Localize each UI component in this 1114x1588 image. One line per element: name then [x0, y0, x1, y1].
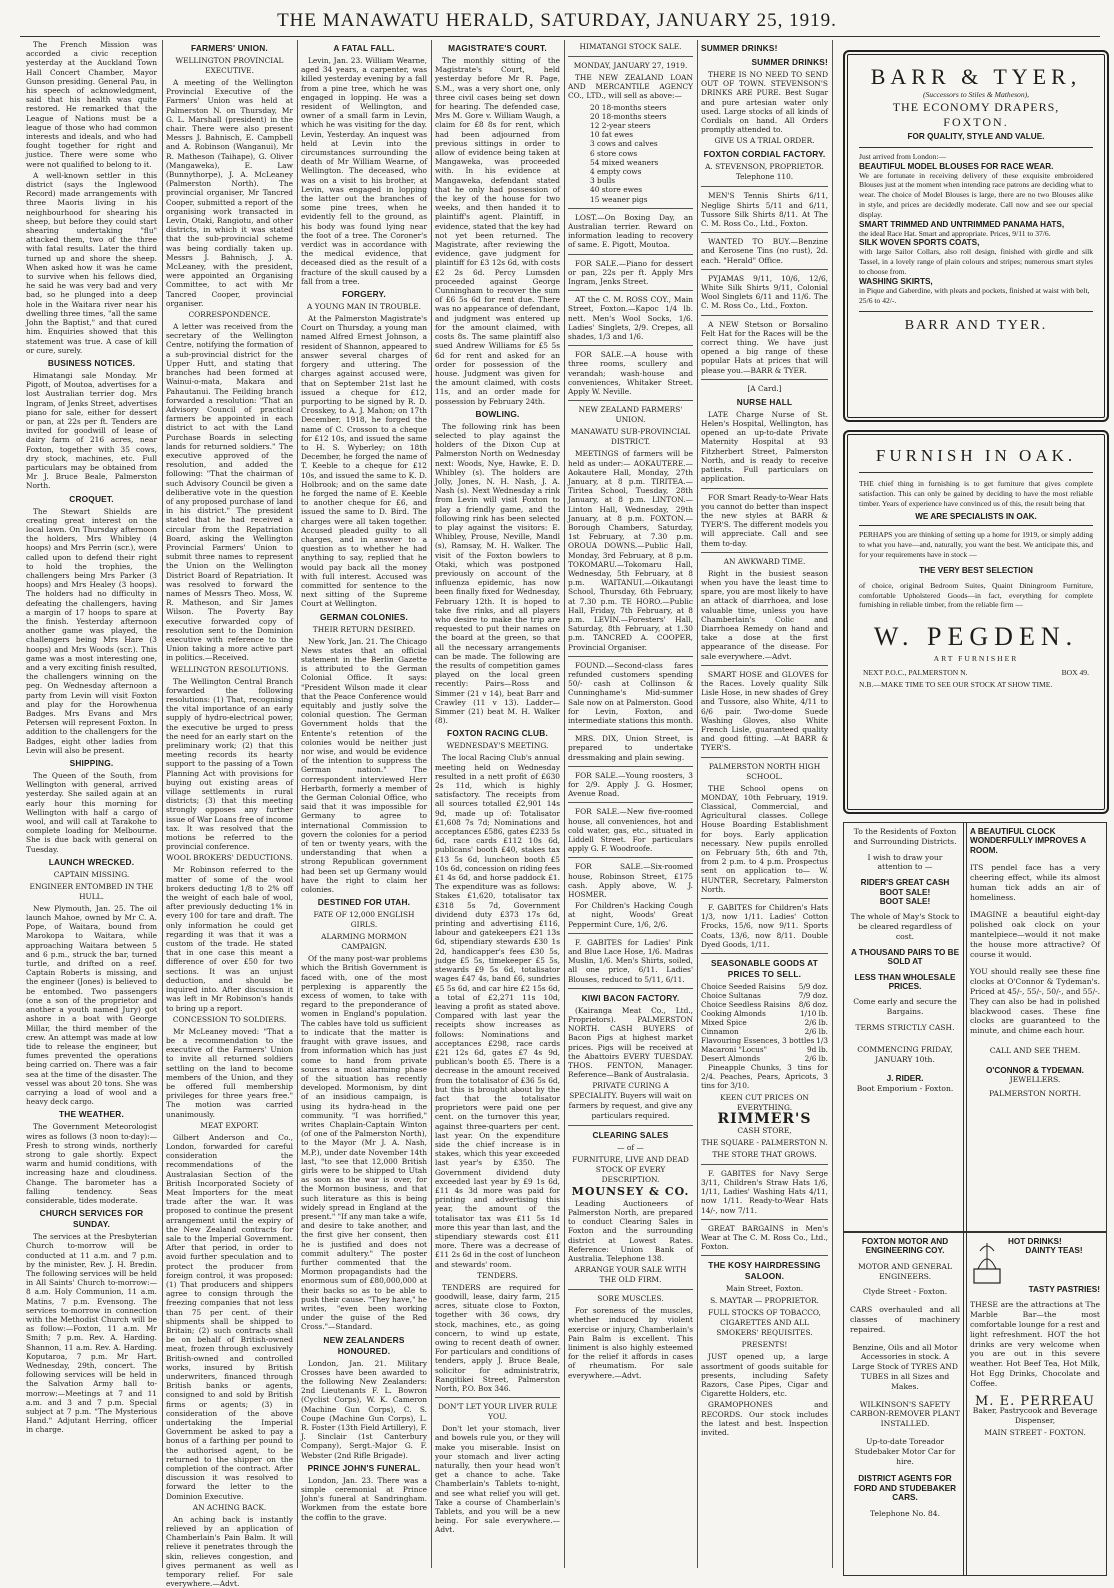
motor-text-2: Benzine, Oils and all Motor Accessories in stock. A Large Stock of TYRES AND TUBES in all Sizes and Makes. [851, 1342, 959, 1391]
divider [568, 729, 693, 730]
heading-destined-utah: DESTINED FOR UTAH. [317, 897, 411, 908]
ad-trial-order: GIVE US A TRIAL ORDER. [714, 136, 815, 146]
divider [701, 232, 828, 233]
divider [701, 379, 828, 380]
barr-panama-text: the ideal Race Hat. Smart and appropriate. Prices, 9/11 to 37/6. [859, 228, 1051, 238]
fountain-icon [970, 1239, 1004, 1285]
barr-just-arrived: Just arrived from London:— [859, 151, 947, 161]
price-row [701, 991, 828, 1000]
column-6 [701, 40, 828, 1570]
heading-cordial-factory: FOXTON CORDIAL FACTORY. [703, 149, 826, 160]
ad-mrs-dix: MRS. DIX, Union Street, is prepared to undertake dressmaking and plain sewing. [568, 734, 693, 762]
drinks-hot: HOT DRINKS! [1008, 1237, 1062, 1246]
rider-heading: RIDER'S GREAT CASH BOOT SALE! [860, 878, 950, 897]
price-item: Choice Seedless Raisins [701, 1000, 791, 1010]
mounsey-name: MOUNSEY & CO. [571, 1185, 690, 1199]
barr-tyer-successors: (Successors to Stiles & Matheson), [922, 90, 1030, 99]
stock-item: 40 store ewes [590, 185, 643, 195]
barr-tyer-title: BARR & TYER, [870, 64, 1082, 89]
divider [701, 186, 828, 187]
column-rule [297, 40, 298, 1568]
rimmers-cash: CASH STORE, [737, 1125, 792, 1135]
rider-name: J. RIDER. [886, 1074, 924, 1084]
ad-great-bargains: GREAT BARGAINS in Men's Wear at The C. M. Ross Co., Ltd., Foxton. [701, 1223, 828, 1252]
barr-skirts-text: in Pique and Gaberdine, with pleats and pockets, finished at waist with belt, 25/6 to 42/-. [859, 285, 1090, 305]
ad-hose-gloves: SMART HOSE and GLOVES for the Races. Lovely quality Silk Lisle Hose, in new shades of Grey and Tussore, also White, 4/11 to 6/6 pair. Two-dome Suede Washing Gloves, also White French Lisle, guaranteed quality and good fitting. —At BARR & TYER'S. [701, 669, 828, 753]
oak-title: FURNISH IN OAK. [875, 446, 1077, 465]
heading-clearing-sales: CLEARING SALES [592, 1130, 669, 1141]
ad-gabites-hose: F. GABITES for Ladies' Pink and Blue Lace Hose, 1/6. Madras Muslin, 1/6. Men's Shirts, soiled, all one price, 6/11. Ladies' Blouses, reduced to 5/11, 6/11. [568, 937, 693, 984]
heading-kosy-saloon: THE KOSY HAIRDRESSING SALOON. [708, 1260, 821, 1282]
column-5 [568, 40, 693, 1570]
ad-rider-boot-sale [843, 822, 967, 1232]
heading-seasonable-goods: SEASONABLE GOODS AT PRICES TO SELL. [710, 958, 819, 980]
divider [568, 345, 693, 346]
barr-tyer-slogan: FOR QUALITY, STYLE AND VALUE. [907, 131, 1045, 141]
stock-item: 20 18-months steers [590, 111, 667, 121]
kosy-tobacco: FULL STOCKS OF TOBACCO, CIGARETTES AND ALL SMOKERS' REQUISITES. [708, 1308, 821, 1338]
heading-kiwi-bacon: KIWI BACON FACTORY. [581, 992, 680, 1003]
price-value: 5/9 doz. [798, 982, 828, 992]
oak-text-1: THE chief thing in furnishing is to get furniture that gives complete satisfaction. This can only be gained by deciding to have the most reliable timber. Years of experience have convinced us of this, the result being that [859, 479, 1093, 508]
heading-nurse-hall: NURSE HALL [736, 396, 793, 407]
pegden-name: W. PEGDEN. [873, 622, 1079, 652]
kosy-address: Main Street, Foxton. [725, 1284, 804, 1294]
divider [568, 1289, 693, 1290]
divider [568, 933, 693, 934]
subheading-wellington-resolutions: WELLINGTON RESOLUTIONS. [170, 664, 289, 674]
heading-magistrates-court: MAGISTRATE'S COURT. [448, 43, 547, 53]
heading-prince-john: PRINCE JOHN'S FUNERAL. [307, 1462, 421, 1473]
kosy-proprietor: S. MAYTAR — PROPRIETOR. [710, 1296, 819, 1306]
divider [701, 1164, 828, 1165]
ad-tenders: TENDERS are required for goodwill, lease, dairy farm, 215 acres, situate close to Foxton, together with 36 cows, dry stock, machines, etc., as going concern, to wind up estate, owing to recent death of owner. For particulars and conditions of tenders, apply J. Bruce Beale, solicitor for administratrix, Rangitikei Street, Palmerston North, P.O. Box 346. [435, 1282, 560, 1394]
oak-selection: THE VERY BEST SELECTION [919, 565, 1033, 575]
column-rule [431, 40, 432, 1568]
rider-terms: TERMS STRICTLY CASH. [855, 1023, 955, 1033]
divider [568, 857, 693, 858]
article-business-notices: Himatangi sale Monday. Mr Pigott, of Moutoa, advertises for a lost Australian terrier dog. Mrs Ingram, of Jenks Street, advertises piano for sale, either for dessert or pan, at 22s per ft. Tenders are invited for goodwill of lease of dairy farm of 216 acres, near Foxton, together with 35 cows, dry stock, machines, etc. Full particulars may be obtained from Mr J. Bruce Beale, Palmerston North. [26, 370, 157, 491]
pegden-nb: N.B.—MAKE TIME TO SEE OUR STOCK AT SHOW TIME. [859, 679, 1053, 689]
rimmers-grows: THE STORE THAT GROWS. [712, 1149, 817, 1159]
article-german-colonies: New York, Jan. 21. The Chicago News states that an official statement in the Berlin Gazette is attributed to the German Colonial Office. It says: "President Wilson made it clear that the Peace Conference would equitably and justly solve the colonial question. The German Government holds that the Entente's retention of the colonies would be neither just nor wise, and would be evidence of the intention to suppress the German nation." The correspondent interviewed Herr Herbarth, formerly a member of the German Colonial Office, who said that it was impossible for Germany to agree to international Commission to govern the colonies for a period of ten or twenty years, with the understanding that when a strong Republican government had been set up Germany would have the right to claim her colonies. [301, 636, 427, 895]
ad-smart-hats: FOR Smart Ready-to-Wear Hats you cannot do better than inspect the new styles at BARR & TYER'S. The different models you will appreciate. Call and see them to-day. [701, 492, 828, 548]
pegden-address: NEXT P.O.C., PALMERSTON N. [863, 667, 968, 677]
pegden-box: BOX 49. [1061, 667, 1089, 677]
heading-shipping: SHIPPING. [69, 758, 114, 769]
clearing-description: FURNITURE, LIVE AND DEAD STOCK OF EVERY DESCRIPTION. [572, 1155, 689, 1185]
stock-item: 54 mixed weaners [590, 157, 659, 167]
article-destined-utah: Of the many post-war problems which the British Government is faced with, one of the most perplexing is apparently the excess of women, to take with regard to the preponderance of women in England's population. The cables have told us sufficient to indicate that the matter is fraught with grave issues, and from information which has just come to hand from private sources a most alarming phase of the situation has recently developed. Mormonism, by dint of an insidious campaign, is using its hydra-head in the community. "I was horrified," writes Chaplain-Captain Winton (of one of the Palmerston North), to the Mayor (Mr J. A. Nash, M.P.), under date November 14th last, "to see that 12,000 British girls were to be shipped to Utah as soon as the war is over, for the Mormon business, and that such literature as this is being widely spread in England at the present." "If any man take a wife, and desire to take another, and the first give her consent, then he is justified and does not commit adultery." The poster further commented that the Mormon propagandists had the enormous sum of £80,000,000 at their backs so as to be able to push their cause. "They have," he writes, "even been working under the guise of the Red Cross."—Standard. [301, 954, 427, 1332]
heading-nz-honoured: NEW ZEALANDERS HONOURED. [323, 1334, 405, 1356]
ad-sore-muscles: For soreness of the muscles, whether induced by violent exercise or injury, Chamberlain's Pain Balm is excellent. This liniment is also highly esteemed for the relief it affords in cases of rheumatism. For sale everywhere.—Advt. [568, 1306, 693, 1380]
price-value: 2/6 lb. [804, 1054, 828, 1064]
clock-jewellers: JEWELLERS. [1009, 1075, 1061, 1085]
heading-aching-back: AN ACHING BACK. [192, 1502, 267, 1512]
rider-boot-sale: BOOT SALE! [879, 897, 931, 906]
masthead-rule [20, 36, 1100, 37]
divider [701, 488, 828, 489]
clock-call: CALL AND SEE THEM. [989, 1045, 1081, 1055]
ad-kiwi-bacon: (Kairanga Meat Co., Ltd., Proprietors). PALMERSTON NORTH. CASH BUYERS of Bacon Pigs at highest market prices. Pigs will be received at the Abattoirs EVERY TUESDAY. THOS. FENTON, Manager. Reference—Bank of Australasia. [568, 1005, 693, 1080]
article-farmers-meeting: A meeting of the Wellington Provincial Executive of the Farmers' Union was held at Palmerston N. on Thursday, Mr G. L. Marshall (president) in the chair. There were also present Messrs J. Bahnisch, E. Campbell and A. Robinson (Wanganui), Mr R. Matheson (Taihape), G. Oliver (Mangaweka), E. Law (Bunnythorpe), J. A. McLeaney (Palmerston North). The provincial organiser, Mr Tancred Cooper, submitted a report of the organising work transacted in Levin, Otaki, Rangiotu, and other districts, in which it was stated that the sub-provincial scheme was being cordially taken up. Messrs J. Bahnisch, J. A. McLeaney, with the president, were appointed an Organising Committee, to act with Mr Tancred Cooper, provincial organiser. [166, 78, 293, 308]
barr-tyer-economy: THE ECONOMY DRAPERS, [892, 99, 1060, 114]
divider [701, 898, 828, 899]
subheading-mormon-campaign: ALARMING MORMON CAMPAIGN. [321, 932, 407, 952]
pegden-sub: ART FURNISHER [933, 654, 1019, 664]
divider [701, 665, 828, 666]
ad-lost: LOST.—On Boxing Day, an Australian terrier. Reward on information leading to recovery of same. E. Pigott, Moutoa. [568, 212, 693, 250]
oak-text-2: PERHAPS you are thinking of setting up a home for 1919, or simply adding to what you have—and, naturally, you want the best. We anticipate this, and for your requirements have in stock — [859, 530, 1093, 559]
drinks-text: THESE are the attractions at The Marble Bar—the most comfortable lounge for a rest and light refreshment. HOT the hot drinks are very welcome when you are out in this severe weather. Hot Beef Tea, Hot Milk, Hot Egg Drinks, Chocolate and Coffee. [970, 1300, 1100, 1388]
clearing-of: — of — [617, 1143, 644, 1153]
subheading-english-girls: FATE OF 12,000 ENGLISH GIRLS. [313, 910, 415, 930]
divider [701, 315, 828, 316]
ad-high-school: THE School opens on MONDAY, 10th February, 1919. Classical, Commercial, and Agricultural classes. College House Boarding Establishment for boys. Early application necessary. New pupils enrolled on February 5th, 6th and 7th, from 2 p.m. to 4 p.m. Prospectus sent on application to— W. HUNTER, Secretary, Palmerston North. [701, 783, 828, 894]
article-church-services: The services at the Presbyterian Church to-morrow will be conducted at 11 a.m. and 7 p.m. by the minister, Rev. J. H. Bredin. The following services will be held in All Saints' Church to-morrow:—8 a.m. Holy Communion, 11 a.m. Matins, 7 p.m. Evensong. The services to-morrow in connection with the Methodist Church will be as follow:—Foxton, 11 a.m. Mr Smith; 7 p.m. Rev. A. Harding. Shannon, 11 a.m. Rev. A. Harding. Koputaroa, 7 p.m. Mr Hart. Wednesday, 29th, concert. The following services will be held in the Salvation Army hall to-morrow:—Meetings at 7 and 11 a.m. and 3 and 7 p.m. Special subject at 7 p.m. "The Mysterious Hand." Adjutant Herring, officer in charge. [26, 1232, 157, 1435]
rider-attention: I wish to draw your attention to — [867, 852, 943, 872]
stock-item: 4 empty cows [590, 167, 642, 177]
clock-text-3: YOU should really see these fine clocks at O'Connor & Tydeman's. Priced at 45/-, 55/-, 50/-, and 55/-. They can also be had in polished blackwood cases. These fine clocks are guaranteed to the minute, and chime each hour. [970, 967, 1100, 1036]
column-rule [162, 40, 163, 1568]
ad-mounsey: Leading Auctioneers of Palmerston North, are prepared to conduct Clearing Sales in Foxton and the surrounding district at Lowest Rates. Reference: Union Bank of Australia. Telephone 138. [568, 1198, 693, 1263]
perreau-address: MAIN STREET - FOXTON. [984, 1427, 1086, 1437]
article-prince-john: London, Jan. 23. There was a simple ceremonial at Prince John's funeral at Sandringham. Workmen from the estate bore the coffin to the grave. [301, 1475, 427, 1522]
card-label: [A Card.] [747, 383, 782, 393]
heading-tenders: TENDERS. [477, 1270, 518, 1280]
rider-address: Boot Emporium - Foxton. [856, 1083, 954, 1093]
rider-come-early: Come early and secure the Bargains. [853, 997, 957, 1017]
heading-fatal-fall: A FATAL FALL. [333, 43, 395, 53]
column-2 [166, 40, 293, 1588]
motor-heading: FOXTON MOTOR AND ENGINEERING COY. [861, 1237, 949, 1256]
divider [568, 1125, 693, 1126]
ad-peppermint-cure: For Children's Hacking Cough at night, Woods' Great Peppermint Cure, 1/6, 2/6. [568, 901, 693, 929]
price-row [701, 1018, 828, 1027]
article-bowling: The following rink has been selected to play against the holders of the Dixon Cup at Palmerston North on Wednesday next: Woods, Nye, Hawke, E. D. Whibley (s). The holders are Jolly, Jones, N. H. Nash, J. A. Nash (s). Next Wednesday a rink from Levin will visit Foxton to play a friendly game, and the following rink has been selected to play against the visitors: E. Whibley, Prouse, Neville, Mandl (s), Ramsay, M. H. Walker. The visit of the Foxton bowlers to Otaki, which was postponed previously on account of the influenza epidemic, has now been finally fixed for Wednesday, February 12th. It is hoped to take five rinks, and all players who desire to make the trip are requested to put their names on the board at the green, so that all the necessary arrangements can be made. The following are the results of competition games played on the local green recently: Pairs—Ross and Simmer (21 v 14), beat Barr and Crawley (11 v 13). Ladder—Simmer (21) beat M. H. Walker (8). [435, 421, 560, 726]
divider [568, 988, 693, 989]
column-4 [435, 40, 560, 1570]
oak-text-3: of choice, original Bedroom Suites, Quaint Diningroom Furniture, comfortable Upholstered Goods—in fact, everything for complete furnishing in reliable timber, from the reliable firm — [859, 580, 1093, 610]
price-item: Choice Sultanas [701, 991, 761, 1001]
perreau-name: M. E. PERREAU [975, 1393, 1095, 1409]
price-item: Choice Seeded Raisins [701, 982, 786, 992]
article-concession-soldiers: Mr McLeaney moved: "That a be a recommendation to the executive of the Farmers' Union to invite all returned soldiers settling on the land to become members of the Union, and they be offered full membership privileges for three years free." The motion was carried unanimously. [166, 1026, 293, 1119]
divider [435, 1397, 560, 1398]
barr-washing-skirts: WASHING SKIRTS, [859, 276, 933, 286]
article-wool-brokers: Mr Robinson referred to the matter of some of the wool brokers deducting 1/8 to 2% off the weight of each bale of wool, after previously deducting 1% in every 100 for tare and draft. The only information he could get regarding it was that it was a custom of the trade. He stated that in one case this meant a difference of over £50 for two sections. It was an unjust deduction, and should be inquired into. After discussion it was left in Mr Robinson's hands to bring up a report. [166, 865, 293, 1013]
oak-specialists: WE ARE SPECIALISTS IN OAK. [915, 512, 1037, 522]
presents-heading: PRESENTS! [741, 1340, 788, 1350]
price-item: Mixed Spice [701, 1018, 747, 1028]
rider-residents: To the Residents of Foxton and Surrounding Districts. [853, 827, 957, 846]
article-nz-honoured: London, Jan. 21. Military Crosses have been awarded to the following New Zealanders: 2nd Lieutenants F. L. Bowron (Cyclist Corps), W. K. Cameron (Machine Gun Corps), C. S. Coupe (Machine Gun Corps), L. R. Foster (13th Field Artillery), F. J. Sinclair (1st Canterbury Company), Sergt.-Major G. F. Webster (2nd Rifle Brigade). [301, 1358, 427, 1460]
motor-address: Clyde Street - Foxton. [862, 1287, 948, 1297]
ad-wanted-tins: WANTED TO BUY.—Benzine and Kerosene Tins (no rust), 2d. each. "Herald" Office. [701, 237, 828, 265]
heading-nz-farmers-union: NEW ZEALAND FARMERS' UNION. [578, 405, 683, 425]
heading-bowling: BOWLING. [475, 408, 520, 419]
motor-text-3: WILKINSON'S SAFETY CARBON-REMOVER PLANT INSTALLED. [850, 1399, 960, 1429]
stock-item: 20 18-months steers [590, 102, 667, 112]
rider-thousand-pairs: A THOUSAND PAIRS TO BE SOLD AT [850, 947, 960, 967]
stock-item: 12 2-year steers [590, 121, 651, 131]
article-wellington-resolutions: The Wellington Central Branch forwarded the following resolutions: (1) That, recognising the vital importance of an early supply of hydro-electrical power, the executive be urged to press the need for an early start on the preliminary work; (2) that this meeting records its hearty support to the passing of a Town Planning Act with provisions for buying out existing areas of village settlements in rural districts; (3) that this meeting strongly opposes any further issue of War Loans free of income tax. It was resolved that the motions be referred to the provincial conference. [166, 676, 293, 852]
ad-barr-tyer [843, 50, 1109, 422]
heading-business-notices: BUSINESS NOTICES. [47, 357, 136, 368]
ad-pyjamas: PYJAMAS 9/11, 10/6, 12/6, White Silk Shirts 9/11, Colonial Wool Singlets 6/11 and 11/6. The C. M. Ross Co., Ltd., Foxton. [701, 273, 828, 311]
subheading-return-desired: THEIR RETURN DESIRED. [312, 624, 416, 634]
ad-presents: JUST opened up, a large assortment of goods suitable for presents, including Safety Razors, Case Pipes, Cigar and Cigarette Holders, etc. [701, 1352, 828, 1399]
stock-list [568, 103, 693, 204]
heading-awkward-time: AN AWKWARD TIME. [723, 556, 806, 566]
article-weather: The Government Meteorologist wires as follows (3 noon to-day):—Fresh to strong winds, northerly strong to gale shortly. Expect warm and humid conditions, with increasing haze and cloudiness. Change. The barometer has a falling tendency. Seas considerable, tides moderate. [26, 1122, 157, 1205]
ad-five-roomed-house: FOR SALE.—New five-roomed house, all conveniences, hot and cold water, gas, etc., situated in Liddell Street. For particulars apply G. F. Woodroofe. [568, 807, 693, 854]
heading-forgery: FORGERY. [342, 289, 386, 300]
ad-nurse-hall: LATE Charge Nurse of St. Helen's Hospital, Wellington, has opened an up-to-date Private Maternity Hospital at 93 Fitzherbert Street, Palmerston North, and is ready to receive patients. Full particulars on application. [701, 409, 828, 484]
rimmers-square: THE SQUARE - PALMERSTON N. [701, 1137, 828, 1147]
heading-high-school: PALMERSTON NORTH HIGH SCHOOL. [708, 761, 821, 781]
ad-stetson: A NEW Stetson or Borsalino Felt Hat for the Races will be the correct thing. We have just opened a big range of these popular Hats at prices that will please you.—BARR & TYER. [701, 319, 828, 375]
ad-furnish-oak [843, 430, 1109, 814]
ad-house-sale: FOR SALE.—A house with three rooms, scullery and verandah; wash-house and conveniences, Whitaker Street. Apply W. Neville. [568, 350, 693, 397]
column-rule [697, 40, 698, 1568]
barr-model-blouses: BEAUTIFUL MODEL BLOUSES FOR RACE WEAR. [859, 161, 1054, 171]
heading-weather: THE WEATHER. [59, 1109, 124, 1120]
rimmers-name: RIMMER'S [717, 1110, 812, 1127]
ad-six-roomed-house: FOR SALE.—Six-roomed house, Robinson Street, £175 cash. Apply above, W. J. HOSMER. [568, 862, 693, 900]
stock-item: 6 store cows [590, 148, 638, 158]
clock-firm-name: O'CONNOR & TYDEMAN. [986, 1065, 1084, 1075]
motor-sub: MOTOR AND GENERAL ENGINEERS. [857, 1261, 953, 1281]
heading-racing-club: FOXTON RACING CLUB. [447, 728, 548, 739]
article-aching-back: An aching back is instantly relieved by an application of Chamberlain's Pain Balm. It will relieve it penetrates through the skin, relieves congestion, and gives permanent as well as temporary relief. For sale everywhere.—Advt. [166, 1514, 293, 1588]
article-maori-shearers: A well-known settler in this district (says the Inglewood Record) made arrangements with three Maoris living in his neighbourhood for shearing his sheep, but before they could start shearing undertaking "flu" attacked them, two of the three with fatal results. Later the third turned up and shore the sheep. When asked how it was he came to survive when his fellows died, he said he was very bad and very bad, so he plunged into a deep hole in the Waitara river near his dwelling three times, "all the same John the Baptist," and that cured him. Enquiries showed that this statement was true. A case of kill or cure, surely. [26, 170, 157, 355]
column-1 [26, 40, 157, 1570]
drinks-teas: DAINTY TEAS! [1025, 1246, 1083, 1256]
price-row [701, 1036, 828, 1045]
subheading-meat-export: MEAT EXPORT. [200, 1120, 259, 1130]
stock-item: 15 weaner pigs [590, 194, 648, 204]
price-value: 1/10 lb. [799, 1009, 828, 1019]
ad-liver: Don't let your stomach, liver and bowels rule you, or they will make you miserable. Insist on your stomach and liver acting naturally, then your head won't get a chance to ache. Take Chamberlain's Tablets to-night, and see what relief you will get. Take a course of Chamberlain's Tablets, and you will be a new being. For sale everywhere.—Advt. [435, 1424, 560, 1535]
article-correspondence: A letter was received from the secretary of the Wellington Centre, notifying the formation of a sub-provincial district for the Upper Hutt, and stating that branches had been formed at Wainui-o-mata, Makara and Pahautanui. The Feilding branch forwarded a resolution: "That an Advisory Council of practical farmers be appointed in each district to act with the Land Purchase Boards in selecting lands for returned soldiers." The executive approved of the resolution, and added the following: "That the chairman of such Advisory Council be given a deliberative vote in the question of any proposed purchase of land in his district." The president stated that he had received a circular from the Repatriation Board, asking the Wellington Provincial Farmers' Union to submit three names to represent the Union on the Wellington District Board of Repatriation. It was resolved to forward the names of Messrs Theo. Moss, W. R. Matheson, and Sir James Wilson. The Poverty Bay executive forwarded copy of resolution sent to the Dominion executive with reference to the Union taking a more active part in politics.—Received. [166, 322, 293, 663]
ad-pineapple: Pineapple Chunks, 3 tins for 2/4. Peaches, Pears, Apricots, 3 tins for 3/10. [701, 1063, 828, 1091]
ad-clock [963, 822, 1107, 1232]
ad-ross-coy: AT the C. M. ROSS COY., Main Street, Foxton.—Kapoc 1/4 lb. nett. Men's Wool Socks, 1/6. Ladies' Singlets, 2/9. Crepes, all shades, 1/3 and 1/6. [568, 295, 693, 342]
price-item: Cinnamon [701, 1027, 739, 1037]
motor-text-4: Up-to-date Toreador Studebaker Motor Car for hire. [854, 1436, 956, 1466]
ad-tennis-shirts: MEN'S Tennis Shirts 6/11, Neglige Shirts 5/11 and 6/11, Tussore Silk Shirts 8/11. At The C. M. Ross Co., Ltd., Foxton. [701, 191, 828, 229]
subheading-wellington-executive: WELLINGTON PROVINCIAL EXECUTIVE. [175, 56, 284, 75]
price-value: 2/6 lb. [804, 1018, 828, 1028]
stock-sale-intro: THE NEW ZEALAND LOAN AND MERCANTILE AGENCY CO., LTD., will sell as above:— [568, 73, 693, 101]
ad-meetings: MEETINGS of farmers will be held as under:— AOKAUTERE.—Aokautere Hall, Monday, 27th January, at 8 p.m. TIRITEA.—Tiritea School, Tuesday, 28th January, at 8 p.m. LINTON.—Linton Hall, Wednesday, 29th January, at 8 p.m. FOXTON.—Borough Chambers, Saturday, 1st February, at 7.30 p.m. OROUA DOWNS.—Public Hall, Monday, 3rd February, at 8 p.m. TOKOMARU.—Tokomaru Hall, Wednesday, 5th February, at 8 p.m. WAITANUI.—Oikautangi School, Thursday, 6th February, at 7.30 p.m. TE HORO.—Public Hall, Friday, 7th February, at 8 p.m. LEVIN.—Foresters' Hall, Saturday, 8th February, at 1.30 p.m. TANCRED A. COOPER, Provincial Organiser. [568, 449, 693, 652]
ad-piano: FOR SALE.—Piano for dessert or pan, 22s per ft. Apply Mrs Ingram, Jenks Street. [568, 258, 693, 287]
price-item: Cooking Almonds [701, 1009, 766, 1019]
price-row [701, 982, 828, 991]
ad-arrange-sale: ARRANGE YOUR SALE WITH THE OLD FIRM. [574, 1265, 687, 1285]
rider-stock-text: The whole of May's Stock to be cleared regardless of cost. [850, 912, 960, 941]
ad-summer-drinks: THERE IS NO NEED TO SEND OUT OF TOWN. STEVENSON'S DRINKS ARE PURE. Best Sugar and pure artesian water only used. Large stocks of all kinds of Cordials on hand. All Orders promptly attended to. [701, 70, 828, 135]
heading-stock-sale: HIMATANGI STOCK SALE. [579, 42, 682, 51]
price-item: Flavouring Essences, 3 bottles [701, 1036, 815, 1046]
divider [701, 1219, 828, 1220]
clock-town: PALMERSTON NORTH. [988, 1088, 1082, 1098]
heading-summer-drinks-2: SUMMER DRINKS! [751, 57, 828, 67]
motor-telephone: Telephone No. 84. [869, 1508, 940, 1518]
subheading-monday: MONDAY, JANUARY 27, 1919. [573, 61, 688, 70]
column-rule [564, 40, 565, 1568]
barr-sports-coats: SILK WOVEN SPORTS COATS, [859, 238, 980, 248]
article-fatal-fall: Levin, Jan. 23. William Wearne, aged 34 years, a carpenter, was killed yesterday evening by a fall from a pine tree, which he was engaged in lopping. He was a resident of Wellington, and owner of a small farm in Levin, which he was visiting for the day. Levin, Yesterday. An inquest was held at Levin into the circumstances surrounding the death of Mr William Wearne, of Wellington. The deceased, who was on a visit to his brother, at Levin, was engaged in lopping the latter out the branches of some pine trees, when he evidently fell to the ground, as his body was found lying near the foot of a tree. The Coroner's verdict was in accordance with the medical evidence, that deceased died as the result of a fracture of the skull caused by a fall from a tree. [301, 56, 427, 286]
divider [568, 802, 693, 803]
heading-sore-muscles: SORE MUSCLES. [597, 1294, 664, 1304]
divider [701, 1255, 828, 1256]
subheading-manawatu-district: MANAWATU SUB-PROVINCIAL DISTRICT. [570, 427, 691, 447]
subheading-young-man: A YOUNG MAN IN TROUBLE. [307, 302, 421, 312]
price-row [701, 1027, 828, 1036]
divider [568, 56, 693, 57]
divider [568, 766, 693, 767]
stock-item: 10 fat ewes [590, 130, 634, 140]
ad-gramophones: GRAMOPHONES and RECORDS. Our stock includes the latest and best. Inspection invited. [701, 1400, 828, 1438]
barr-tyer-footer: BARR AND TYER. [904, 318, 1048, 334]
divider [701, 269, 828, 270]
ad-private-curing: PRIVATE CURING A SPECIALITY. Buyers will wait on farmers by request, and give any particulars required. [568, 1081, 693, 1121]
subheading-wednesday-meeting: WEDNESDAY'S MEETING. [446, 741, 549, 751]
divider [701, 552, 828, 553]
divider [568, 400, 693, 401]
column-3 [301, 40, 427, 1570]
clock-text-2: IMAGINE a beautiful eight-day polished oak clock on your mantelpiece—would it not make the house more attractive? Of course it would. [970, 910, 1100, 959]
ad-gabites-hats: F. GABITES for Children's Hats 1/3, now 1/11. Ladies' Cotton Frocks, 15/6, now 9/11. Sports Coats, 13/6, now 8/11. Double Dyed Goods, 1/11. [701, 903, 828, 949]
divider [568, 208, 693, 209]
clock-heading: A BEAUTIFUL CLOCK WONDERFULLY IMPROVES A ROOM. [970, 827, 1086, 855]
divider [568, 290, 693, 291]
article-shipping: The Queen of the South, from Wellington with general, arrived yesterday. She sailed again at an early hour this morning for Wellington with half a cargo of wool, and will call at Tarakohe to complete loading for Melbourne. She is due back with general on Tuesday. [26, 771, 157, 854]
motor-agents: DISTRICT AGENTS FOR FORD AND STUDEBAKER CARS. [853, 1474, 957, 1503]
ad-hot-drinks [963, 1232, 1107, 1576]
article-meat-export: Gilbert Anderson and Co., London, forwarded for careful consideration the recommendations of the Australasian Section of the British Incorporated Society of Meat Importers for the meat trade after the war. It was proposed to continue the present arrangement until the expiry of the New Zealand contracts for sale to the Imperial Government. After that period, in order to avoid further speculation and to protect the producer from foreign control, it was proposed: (1) That producers and shippers agree to consign through the freezing companies that not less than 75 per cent. of their shipments shall be shipped to Britain; (2) such contracts shall be on behalf of British-owned meat, frozen through exclusively British-owned and controlled works, insured by British underwriters, financed through British banks or agents, consigned to and sold by British firms or agents; (3) in consideration of the above undertaking the Imperial Government be asked to pay a bonus of a farthing per pound to the authorised agent, to be returned to the shipper on the completion of the contract. After discussion it was resolved to forward the letter to the Dominion Executive. [166, 1132, 293, 1501]
divider [701, 757, 828, 758]
price-value: 7/9 doz. [798, 991, 828, 1001]
heading-croquet: CROQUET. [69, 493, 114, 504]
subheading-captain-missing: CAPTAIN MISSING. [53, 869, 130, 879]
ad-gabites-navy: F. GABITES for Navy Serge 3/11, Children's Straw Hats 1/6, 1/11, Ladies' Washing Hats 4/11, now 1/11. Ready-to-Wear Hats 14/-, now 7/11. [701, 1168, 828, 1215]
article-magistrates-court: The monthly sitting of the Magistrate's Court, held yesterday before Mr R. Page, S.M., was a very short one, only three civil cases being set down for hearing. The defended case, Mrs M. Gore v. William Waugh, a claim for £8 8s for rent, which had been adjourned from previous sittings in order to allow of evidence being taken at Mangaweka, was proceeded with. In his evidence at Mangaweka, defendant stated that he only had possession of the key of the house for two weeks, and then handed it to plaintiff's agent. Plaintiff, in evidence, stated that the key had not yet been returned. The Magistrate, after reviewing the evidence, gave judgment for plaintiff for £3 12s 6d, with costs £2 2s 6d. Percy Lumsden proceeded against George Cunningham to recover the sum of £6 5s 6d for rent due. There was no appearance of defendant, and judgment was entered up for the amount claimed, with costs 8s. The same plaintiff also sued Andrew Williams for £5 5s 6d for rent and asked for an order for possession of the house. Judgment was given for the amount claimed, with costs 11s, and an order made for possession by February 24th. [435, 56, 560, 406]
rider-less-wholesale: LESS THAN WHOLESALE PRICES. [854, 972, 956, 992]
article-launch-wrecked: New Plymouth, Jan. 25. The oil launch Mahoe, owned by Mr C. A. Pope, of Waitara, bound from Marokopa to Waitara, while approaching Waitara between 5 and 6 p.m., struck the bar, turned turtle, and drifted on a reef. Captain Roberts is missing, and the engineer (Jones) is believed to be entombed. Two passengers (one a son of the proprietor and another a youth named Jury) got ashore in a boat with George Millar, the third member of the crew. An attempt was made at low tide to release the engineer, but fumes prevented the operations being carried on. There was a fair sea at the time of the disaster. The vessel was about 20 tons. She was carrying a load of wool and a heavy deck cargo. [26, 903, 157, 1107]
subheading-wool-brokers: WOOL BROKERS' DEDUCTIONS. [166, 853, 293, 863]
divider [568, 656, 693, 657]
price-row [701, 1054, 828, 1063]
ad-awkward-time: Right in the busiest season when you have the least time to spare, you are most likely to have an attack of diarrhoea, and lose valuable time, unless you have Chamberlain's Colic and Diarrhoea Remedy on hand and take a dose at the first appearance of the disease. For sale everywhere.—Advt. [701, 568, 828, 661]
heading-farmers-union: FARMERS' UNION. [191, 43, 268, 53]
ad-foxton-motor [843, 1232, 967, 1576]
article-racing-club: The local Racing Club's annual meeting held on Wednesday resulted in a nett profit of £630 2s 11d, which is highly satisfactory. The receipts from all sources totalled £2,901 14s 9d, made up of: Totalisator £1,608 7s 7d; Nominations and acceptances £586, gates £233 5s 6d, race cards £112 10s 6d, publicans' booth £40, stakes tax £13 5s 6d, luncheon booth £5 10s 6d, concession on riding fees £1 4s 6d, and horse paddock £1. The expenditure was as follows: Stakes £1,620, totalisator tax £318 5s 7d, Government dividend duty £373 17s 6d, printing and advertising £116, labour and gatekeepers £21 13s 6d, stipendiary stewards £30 1s 2d, handicapper's fees £30 5s, judge £5 5s, timekeeper £5 5s, stewards £9 5s 6d, totalisator wages £47 4s, band £6, sundries £5 5s 6d, and car hire £2 15s 6d, a total of £2,271 11s 10d, leaving a profit as stated above. Compared with last year the receipts show increases as follows: Nominations and acceptances £298, race cards £21 12s 6d, gates £7 4s 9d, publican's booth £5. There is a decrease in the amount received from the totalisator of £36 5s 6d, but this is brought about by the fact that the totalisator proprietors were paid one per cent. on the turnover this year, against three-quarters per cent. last year. On the expenditure side the chief increase is in stakes, which this year exceeded last year's by £350. The Government dividend duty exceeded last year by £9 1s 6d, £11 4s 3d more was paid for printing and advertising this year, the amount of the totalisator tax was £11 5s 1d more this year than last, and the stipendiary stewards cost £11 more. There was a decrease of £11 2s 6d in the cost of luncheon and stewards' room. [435, 753, 560, 1269]
ad-found: FOUND.—Second-class fares refunded customers spending 50/- cash at Collinson & Cunninghame's Mid-summer Sale now on at Palmerston. Good for Levin, Foxton, and intermediate stations this month. [568, 660, 693, 725]
ad-cordial-proprietor: A. STEVENSON, PROPRIETOR. Telephone 110. [705, 162, 824, 182]
price-row [701, 1045, 828, 1054]
stock-item: 3 cows and calves [590, 139, 658, 149]
ad-keen-prices: KEEN CUT PRICES ON EVERYTHING. [720, 1092, 809, 1112]
barr-coats-text: with large Sailor Collars, also roll design, finished with girdle and silk Tassel, in a lovely range of plain colours and stripes; numerous smart styles to choose from. [859, 247, 1093, 276]
article-french-mission: The French Mission was accorded a civic reception yesterday at the Auckland Town Hall Concert Chamber, Mayor Gunson presiding. General Pau, in his speech of acknowledgment, said that his health was quite restored. He remarked that the League of Nations must be a league of those who had common interests and ideals, and who had fought together for right and justice. There were some who were not qualified to belong to it. [26, 40, 157, 169]
price-list [701, 982, 828, 1063]
clock-text-1: ITS pendel face has a very cheering effect, while its almost human tick adds an air of homeliness. [970, 863, 1100, 902]
price-item: Macaroni "Locus" [701, 1045, 767, 1055]
stock-item: 3 bulls [590, 176, 616, 186]
subheading-correspondence: CORRESPONDENCE. [188, 310, 271, 320]
drinks-pastries: TASTY PASTRIES! [1028, 1285, 1100, 1294]
price-row [701, 1000, 828, 1009]
rider-commencing: COMMENCING FRIDAY, JANUARY 10th. [857, 1044, 953, 1064]
price-item: Desert Almonds [701, 1054, 761, 1064]
perreau-trade: Baker, Pastrycook and Beverage Dispenser, [972, 1405, 1098, 1425]
ad-roosters: FOR SALE.—Young roosters, 3 for 2/9. Apply J. G. Hosmer, Avenue Road. [568, 770, 693, 799]
column-rule [832, 40, 833, 1568]
divider [568, 254, 693, 255]
price-value: 9d lb. [807, 1045, 828, 1055]
heading-church-services: CHURCH SERVICES FOR SUNDAY. [39, 1208, 144, 1230]
barr-tyer-town: FOXTON. [943, 114, 1009, 129]
divider [701, 953, 828, 954]
subheading-concession-soldiers: CONCESSION TO SOLDIERS. [172, 1014, 287, 1024]
price-value: 1/3 [816, 1036, 828, 1046]
price-value: 8/6 doz. [798, 1000, 828, 1010]
heading-summer-drinks: SUMMER DRINKS! [701, 43, 778, 53]
price-row [701, 1009, 828, 1018]
article-croquet: The Stewart Shields are creating great interest on the local lawn. On Thursday afternoon the holders, Mrs Whibley (4 hoops) and Mrs Perrin (scr.), were called upon to defend their right to hold the trophies, the challengers being Mrs Parker (3 hoops) and Mrs Healey (3 hoops). The holders had no difficulty in defeating the challengers, having a margin of 17 hoops to spare at the finish. Yesterday afternoon another game was played, the challengers being Mrs Hare (3 hoops) and Mrs Woods (scr.). This game was a most interesting one, and a very exciting finish resulted, the challengers winning on the peg. On Wednesday afternoon a party from Levin will visit Foxton and play for the Horowhenua Badges. Mrs Evans and Mrs Petersen will represent Foxton. In addition to the challengers for the Badges, eight other ladies from Levin will also be present. [26, 506, 157, 755]
motor-text-1: CARS overhauled and all classes of machinery repaired. [850, 1305, 960, 1334]
heading-german-colonies: GERMAN COLONIES. [319, 611, 409, 622]
masthead: THE MANAWATU HERALD, SATURDAY, JANUARY 25, 1919. [277, 10, 837, 31]
barr-panama-hats: SMART TRIMMED AND UNTRIMMED PANAMA HATS, [859, 219, 1065, 229]
subheading-engineer-entombed: ENGINEER ENTOMBED IN THE HULL. [29, 881, 154, 901]
price-value: 2/6 lb. [804, 1027, 828, 1037]
heading-liver: DON'T LET YOUR LIVER RULE YOU. [438, 1402, 557, 1422]
heading-launch-wrecked: LAUNCH WRECKED. [48, 856, 135, 867]
article-forgery: At the Palmerston Magistrate's Court on Thursday, a young man named Alfred Ernest Johnson, a resident of Shannon, appeared to answer several charges of forgery and uttering. The charges against accused were, that on September 21st last he issued a cheque for £12, purporting to be signed by R. D. Crosskey, to A. J. Mahon; on 17th December, 1918, he forged the name of C. Crosson to a cheque for £12 10s, and issued the same to H. S. Wyberley; on 18th December, he forged the name of T. Keeble to a cheque for £12 10s, and issued the same to K. D. Holbrook; and on the same date he forged the name of E. Keeble to another cheque for £6, and issued the same to D. Bird. The charges were all taken together. Accused pleaded guilty to all charges, and in answer to a question as to whether he had anything to say, replied that he would pay back all the money with full interest. Accused was committed for sentence to the next sitting of the Supreme Court at Wellington. [301, 314, 427, 609]
barr-blouses-text: We are fortunate in receiving delivery of these exquisite embroidered Blouses just at the moment when intending race patrons are deciding what to wear. The choice of Model Blouses is large, there are no two Blouses alike in style, and prices are decidedly moderate. Call now and see our special display. [859, 170, 1093, 219]
